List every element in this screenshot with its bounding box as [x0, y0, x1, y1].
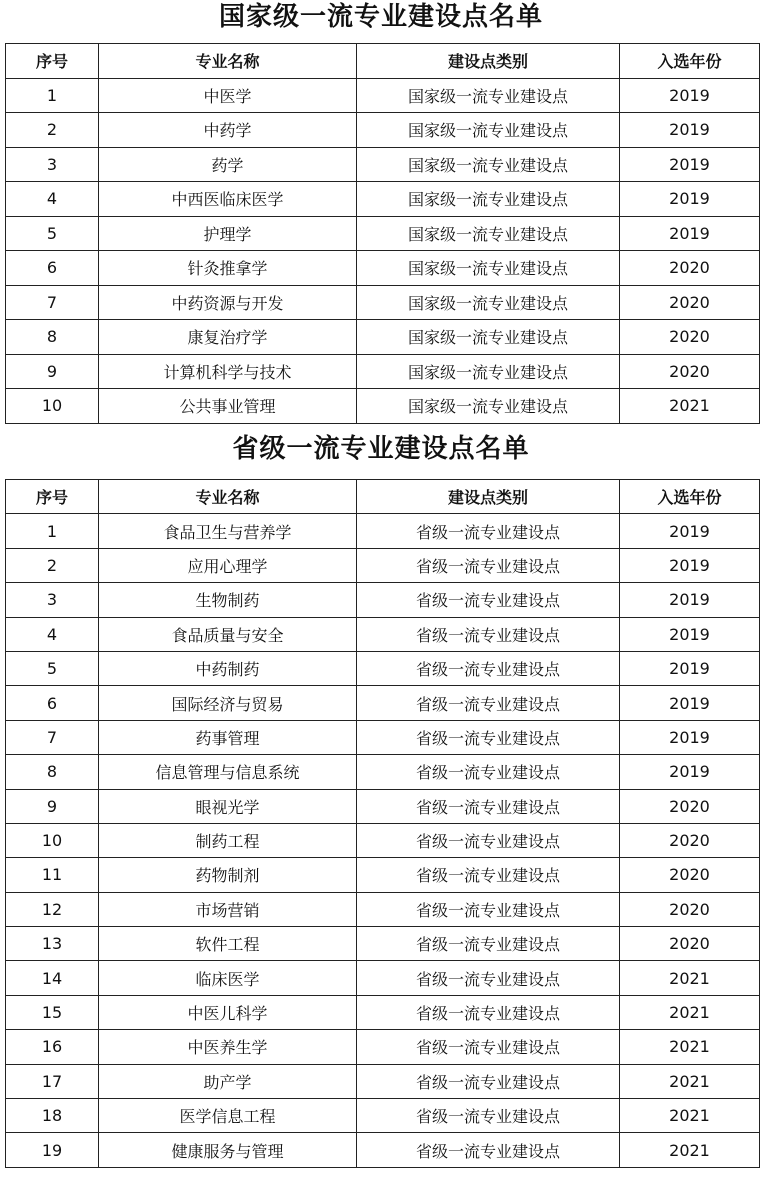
- table-row: [6, 961, 760, 995]
- cell-index: 1: [6, 78, 99, 113]
- cell-category: 省级一流专业建设点: [357, 892, 620, 926]
- provincial-list-table: [5, 479, 760, 1168]
- cell-year: 2019: [620, 514, 760, 548]
- cell-index: 2: [6, 548, 99, 582]
- cell-category: 省级一流专业建设点: [357, 823, 620, 857]
- cell-major-name: 生物制药: [99, 583, 357, 617]
- cell-major-name: 计算机科学与技术: [99, 354, 357, 389]
- cell-category: 省级一流专业建设点: [357, 1099, 620, 1133]
- cell-category: 国家级一流专业建设点: [357, 113, 620, 148]
- cell-major-name: 康复治疗学: [99, 320, 357, 355]
- cell-major-name: 中西医临床医学: [99, 182, 357, 217]
- cell-index: 6: [6, 251, 99, 286]
- cell-index: 4: [6, 617, 99, 651]
- cell-category: 省级一流专业建设点: [357, 927, 620, 961]
- cell-major-name: 软件工程: [99, 927, 357, 961]
- table-row: [6, 583, 760, 617]
- cell-category: 省级一流专业建设点: [357, 686, 620, 720]
- cell-category: 省级一流专业建设点: [357, 583, 620, 617]
- cell-category: 国家级一流专业建设点: [357, 285, 620, 320]
- cell-year: 2020: [620, 927, 760, 961]
- cell-index: 3: [6, 147, 99, 182]
- table-row: [6, 892, 760, 926]
- cell-year: 2019: [620, 651, 760, 685]
- table-row: [6, 354, 760, 389]
- table-row: [6, 147, 760, 182]
- header-category: 建设点类别: [357, 44, 620, 79]
- cell-year: 2019: [620, 720, 760, 754]
- cell-year: 2020: [620, 285, 760, 320]
- cell-major-name: 药物制剂: [99, 858, 357, 892]
- cell-year: 2019: [620, 216, 760, 251]
- cell-index: 2: [6, 113, 99, 148]
- cell-major-name: 中药学: [99, 113, 357, 148]
- cell-major-name: 护理学: [99, 216, 357, 251]
- cell-category: 国家级一流专业建设点: [357, 320, 620, 355]
- cell-category: 省级一流专业建设点: [357, 789, 620, 823]
- cell-year: 2021: [620, 1064, 760, 1098]
- cell-year: 2020: [620, 320, 760, 355]
- cell-major-name: 中医学: [99, 78, 357, 113]
- cell-category: 省级一流专业建设点: [357, 720, 620, 754]
- cell-major-name: 食品质量与安全: [99, 617, 357, 651]
- cell-index: 5: [6, 651, 99, 685]
- header-index: 序号: [6, 44, 99, 79]
- cell-category: 国家级一流专业建设点: [357, 78, 620, 113]
- cell-index: 11: [6, 858, 99, 892]
- table-row: [6, 182, 760, 217]
- cell-category: 省级一流专业建设点: [357, 858, 620, 892]
- cell-major-name: 眼视光学: [99, 789, 357, 823]
- table-row: [6, 755, 760, 789]
- cell-category: 省级一流专业建设点: [357, 617, 620, 651]
- cell-category: 国家级一流专业建设点: [357, 251, 620, 286]
- header-index: 序号: [6, 480, 99, 514]
- cell-year: 2020: [620, 251, 760, 286]
- cell-category: 省级一流专业建设点: [357, 1133, 620, 1167]
- cell-year: 2019: [620, 686, 760, 720]
- table-row: [6, 113, 760, 148]
- cell-category: 省级一流专业建设点: [357, 995, 620, 1029]
- cell-year: 2021: [620, 1030, 760, 1064]
- cell-index: 14: [6, 961, 99, 995]
- table-row: [6, 216, 760, 251]
- header-major-name: 专业名称: [99, 480, 357, 514]
- table-row: [6, 548, 760, 582]
- cell-major-name: 药事管理: [99, 720, 357, 754]
- cell-index: 8: [6, 320, 99, 355]
- table-row: [6, 389, 760, 424]
- table-row: [6, 858, 760, 892]
- cell-year: 2019: [620, 182, 760, 217]
- cell-category: 省级一流专业建设点: [357, 651, 620, 685]
- table-row: [6, 651, 760, 685]
- cell-major-name: 中药制药: [99, 651, 357, 685]
- national-table-body: [6, 78, 760, 423]
- cell-major-name: 中药资源与开发: [99, 285, 357, 320]
- table-row: [6, 686, 760, 720]
- cell-index: 17: [6, 1064, 99, 1098]
- cell-index: 9: [6, 354, 99, 389]
- cell-year: 2021: [620, 995, 760, 1029]
- cell-year: 2021: [620, 961, 760, 995]
- table-row: [6, 1099, 760, 1133]
- header-year: 入选年份: [620, 480, 760, 514]
- cell-year: 2021: [620, 389, 760, 424]
- cell-year: 2020: [620, 354, 760, 389]
- table-row: [6, 823, 760, 857]
- cell-index: 7: [6, 285, 99, 320]
- cell-year: 2019: [620, 147, 760, 182]
- cell-major-name: 药学: [99, 147, 357, 182]
- provincial-table-body: [6, 514, 760, 1167]
- cell-category: 国家级一流专业建设点: [357, 216, 620, 251]
- cell-year: 2019: [620, 113, 760, 148]
- cell-major-name: 公共事业管理: [99, 389, 357, 424]
- cell-category: 省级一流专业建设点: [357, 755, 620, 789]
- cell-major-name: 信息管理与信息系统: [99, 755, 357, 789]
- cell-category: 省级一流专业建设点: [357, 1064, 620, 1098]
- header-year: 入选年份: [620, 44, 760, 79]
- cell-index: 12: [6, 892, 99, 926]
- table-row: [6, 1133, 760, 1167]
- table-row: [6, 927, 760, 961]
- table-row: [6, 514, 760, 548]
- table-row: [6, 720, 760, 754]
- cell-year: 2020: [620, 892, 760, 926]
- cell-index: 8: [6, 755, 99, 789]
- cell-index: 19: [6, 1133, 99, 1167]
- table-row: [6, 251, 760, 286]
- cell-index: 15: [6, 995, 99, 1029]
- cell-category: 省级一流专业建设点: [357, 548, 620, 582]
- table-row: [6, 789, 760, 823]
- cell-index: 10: [6, 823, 99, 857]
- national-list-title: 国家级一流专业建设点名单: [218, 2, 543, 32]
- cell-major-name: 应用心理学: [99, 548, 357, 582]
- cell-category: 国家级一流专业建设点: [357, 354, 620, 389]
- provincial-list-title: 省级一流专业建设点名单: [232, 434, 530, 464]
- cell-index: 13: [6, 927, 99, 961]
- table-row: [6, 1064, 760, 1098]
- cell-year: 2021: [620, 1099, 760, 1133]
- header-major-name: 专业名称: [99, 44, 357, 79]
- table-row: [6, 995, 760, 1029]
- cell-index: 18: [6, 1099, 99, 1133]
- table-row: [6, 320, 760, 355]
- cell-year: 2021: [620, 1133, 760, 1167]
- cell-index: 9: [6, 789, 99, 823]
- table-header-row: [6, 480, 760, 514]
- cell-year: 2020: [620, 858, 760, 892]
- cell-year: 2019: [620, 583, 760, 617]
- cell-year: 2020: [620, 789, 760, 823]
- cell-index: 4: [6, 182, 99, 217]
- cell-category: 省级一流专业建设点: [357, 514, 620, 548]
- cell-major-name: 中医养生学: [99, 1030, 357, 1064]
- cell-major-name: 制药工程: [99, 823, 357, 857]
- cell-major-name: 针灸推拿学: [99, 251, 357, 286]
- cell-category: 省级一流专业建设点: [357, 961, 620, 995]
- cell-index: 5: [6, 216, 99, 251]
- cell-index: 6: [6, 686, 99, 720]
- table-row: [6, 617, 760, 651]
- cell-year: 2019: [620, 755, 760, 789]
- cell-major-name: 助产学: [99, 1064, 357, 1098]
- cell-major-name: 国际经济与贸易: [99, 686, 357, 720]
- cell-major-name: 食品卫生与营养学: [99, 514, 357, 548]
- cell-index: 10: [6, 389, 99, 424]
- table-row: [6, 285, 760, 320]
- cell-category: 国家级一流专业建设点: [357, 389, 620, 424]
- cell-major-name: 中医儿科学: [99, 995, 357, 1029]
- cell-index: 3: [6, 583, 99, 617]
- cell-index: 16: [6, 1030, 99, 1064]
- cell-year: 2019: [620, 617, 760, 651]
- cell-major-name: 健康服务与管理: [99, 1133, 357, 1167]
- cell-category: 国家级一流专业建设点: [357, 147, 620, 182]
- cell-year: 2019: [620, 548, 760, 582]
- cell-index: 1: [6, 514, 99, 548]
- cell-year: 2020: [620, 823, 760, 857]
- cell-category: 国家级一流专业建设点: [357, 182, 620, 217]
- cell-major-name: 市场营销: [99, 892, 357, 926]
- table-row: [6, 1030, 760, 1064]
- national-list-table: [5, 43, 760, 424]
- cell-year: 2019: [620, 78, 760, 113]
- cell-major-name: 临床医学: [99, 961, 357, 995]
- cell-major-name: 医学信息工程: [99, 1099, 357, 1133]
- table-row: [6, 78, 760, 113]
- table-header-row: [6, 44, 760, 79]
- cell-category: 省级一流专业建设点: [357, 1030, 620, 1064]
- cell-index: 7: [6, 720, 99, 754]
- header-category: 建设点类别: [357, 480, 620, 514]
